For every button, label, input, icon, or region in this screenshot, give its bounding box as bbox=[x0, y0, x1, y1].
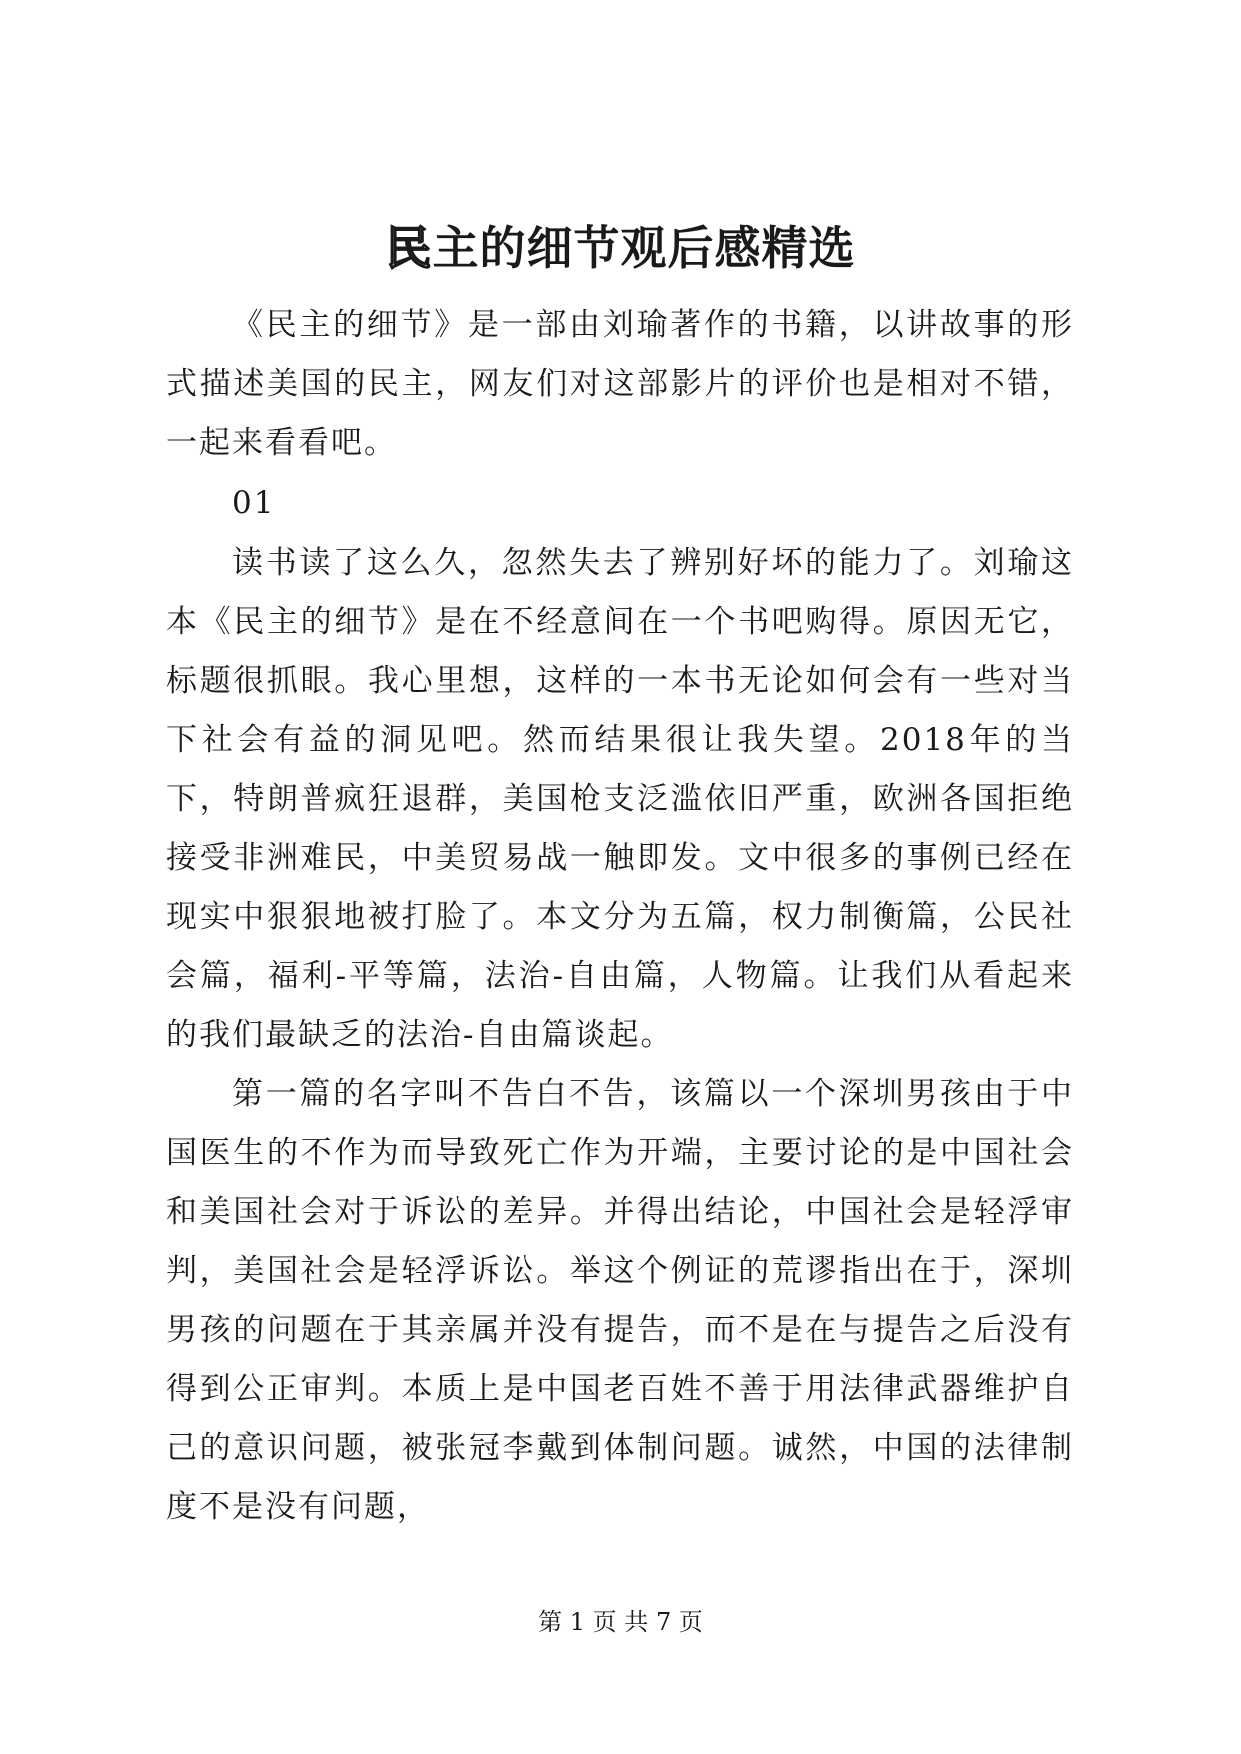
document-title bbox=[0, 218, 1241, 278]
section-number: 01 bbox=[232, 485, 276, 521]
title-text: 主的细节观后感精选 bbox=[432, 221, 856, 275]
page-footer: 第 1 页 共 7 页 bbox=[538, 1608, 703, 1636]
paragraph-2: 第一篇的名字叫不告白不告，该篇以一个深圳男孩由于中国医生的不作为而导致死亡作为开端，主要讨论的是中国社会和美国社会对于诉讼的差异。并得出结论，中国社会是轻浮审判，美国社会是轻浮诉讼。举这个例证的荒谬指出在于，深圳男孩的问题在于其亲属并没有提告，而不是在与提告之后没有得到公正审判。本质上是中国老百姓不善于用法律武器维护自己的意识问题，被张冠李戴到体制问题。诚然，中国的法律制度不是没有问题， bbox=[166, 1076, 1074, 1525]
title-first-char: 民 bbox=[385, 221, 433, 275]
paragraph-1: 读书读了这么久，忽然失去了辨别好坏的能力了。刘瑜这本《民主的细节》是在不经意间在一个书吧购得。原因无它，标题很抓眼。我心里想，这样的一本书无论如何会有一些对当下社会有益的洞见吧。然而结果很让我失望。2018年的当下，特朗普疯狂退群，美国枪支泛滥依旧严重，欧洲各国拒绝接受非洲难民，中美贸易战一触即发。文中很多的事例已经在现实中狠狠地被打脸了。本文分为五篇，权力制衡篇，公民社会篇，福利-平等篇，法治-自由篇，人物篇。让我们从看起来的我们最缺乏的法治-自由篇谈起。 bbox=[166, 545, 1074, 1053]
document-body bbox=[166, 296, 1074, 1537]
paragraph-intro: 《民主的细节》是一部由刘瑜著作的书籍，以讲故事的形式描述美国的民主，网友们对这部影片的评价也是相对不错，一起来看看吧。 bbox=[166, 307, 1074, 461]
